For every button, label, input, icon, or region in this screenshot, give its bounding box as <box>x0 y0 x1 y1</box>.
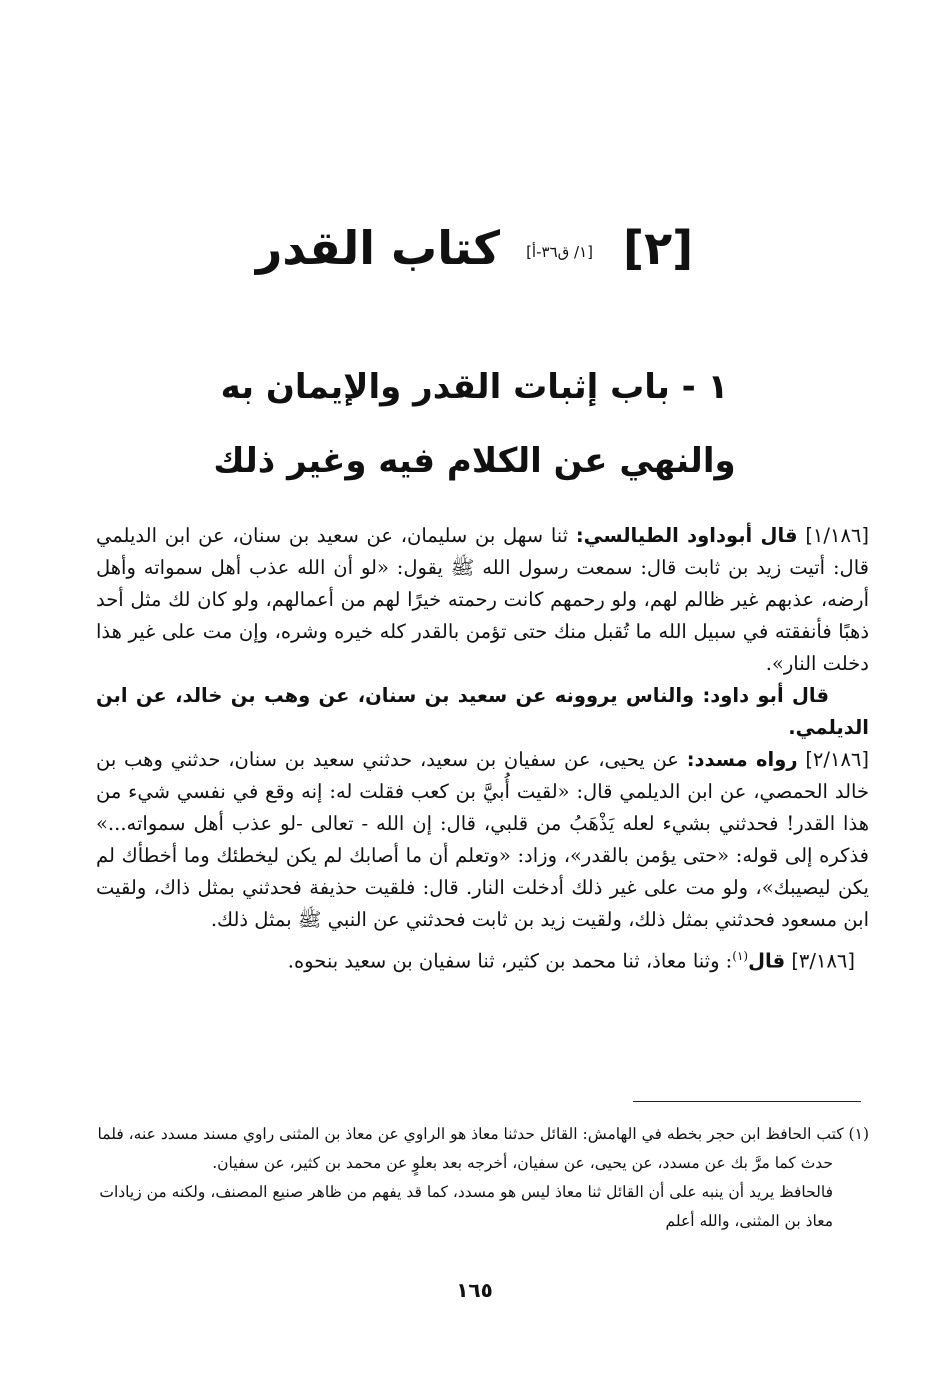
book-title: كتاب القدر <box>255 221 501 275</box>
footnotes <box>96 1120 869 1236</box>
hadith-1-ref: [١/١٨٦] <box>805 524 869 547</box>
hadith-1 <box>96 520 869 680</box>
hadith-2-narrator: رواه مسدد: <box>686 748 798 771</box>
hadith-2-ref: [٢/١٨٦] <box>805 748 869 771</box>
footnote-1-continued: فالحافظ يريد أن ينبه على أن القائل ثنا معاذ ليس هو مسدد، كما قد يفهم من ظاهر صنيع المصنف، ولكنه من زيادات معاذ بن المثنى، والله أعلم <box>99 1183 833 1230</box>
hadith-1-narrator: قال أبوداود الطيالسي: <box>575 524 798 547</box>
abu-dawud-note <box>96 680 869 744</box>
hadith-3-ref: [٣/١٨٦] <box>791 949 855 973</box>
book-number: [٢] <box>623 221 694 275</box>
hadith-2-text: عن يحيى، عن سفيان بن سعيد، حدثني سعيد بن سنان، حدثني وهب بن خالد الحمصي، عن ابن الديلمي قال: «لقيت أُبيَّ بن كعب فقلت له: إنه وقع في نفسي شيء من هذا القدر! فحدثني بشيء لعله يَذْهَبُ من قلبي، قال: إن الله - تعالى -لو عذب أهل سمواته...» فذكره إلى قوله: «حتى يؤمن بالقدر»، وزاد: «وتعلم أن ما أصابك لم يكن ليخطئك وما أخطأك لم يكن ليصيبك»، ولو مت على غير ذلك أدخلت النار. قال: فلقيت حذيفة فحدثني بمثل ذاك، ولقيت ابن مسعود فحدثني بمثل ذلك، ولقيت زيد بن ثابت فحدثني عن النبي ﷺ بمثل ذلك. <box>96 748 870 931</box>
manuscript-reference: [١/ ق٣٦-أ] <box>526 242 594 261</box>
hadith-3-narrator: قال <box>748 949 786 973</box>
page-number: ١٦٥ <box>456 1278 493 1302</box>
footnote-1: (١) كتب الحافظ ابن حجر بخطه في الهامش: القائل حدثنا معاذ هو الراوي عن معاذ بن المثنى راوي مسند مسدد عنه، فلما حدث كما مرَّ بك عن مسدد، عن يحيى، عن سفيان، أخرجه بعد بعلوٍ عن محمد بن كثير، عن سفيان. <box>97 1125 869 1172</box>
footnote-mark: (١) <box>732 949 749 963</box>
book-heading <box>0 218 949 282</box>
hadith-3-text: : وثنا معاذ، ثنا محمد بن كثير، ثنا سفيان بن سعيد بنحوه. <box>287 949 733 973</box>
hadith-2 <box>96 744 869 936</box>
chapter-title-line-1: ١ - باب إثبات القدر والإيمان به <box>220 367 729 407</box>
footnote-separator <box>633 1101 861 1102</box>
hadith-3 <box>96 940 869 978</box>
chapter-title-line-2: والنهي عن الكلام فيه وغير ذلك <box>213 441 736 481</box>
main-text <box>96 520 869 978</box>
hadith-1-text: ثنا سهل بن سليمان، عن سعيد بن سنان، عن ابن الديلمي قال: أتيت زيد بن ثابت قال: سمعت رسول الله ﷺ يقول: «لو أن الله عذب أهل سمواته وأهل أرضه، عذبهم غير ظالم لهم، ولو رحمهم كانت رحمته خيرًا لهم من أعمالهم، ولو كان لك مثل أحد ذهبًا فأنفقته في سبيل الله ما تُقبل منك حتى تؤمن بالقدر كله خيره وشره، وإن مت على غير هذا دخلت النار». <box>96 524 869 675</box>
abu-dawud-note-text: قال أبو داود: والناس يروونه عن سعيد بن سنان، عن وهب بن خالد، عن ابن الديلمي. <box>96 684 869 739</box>
